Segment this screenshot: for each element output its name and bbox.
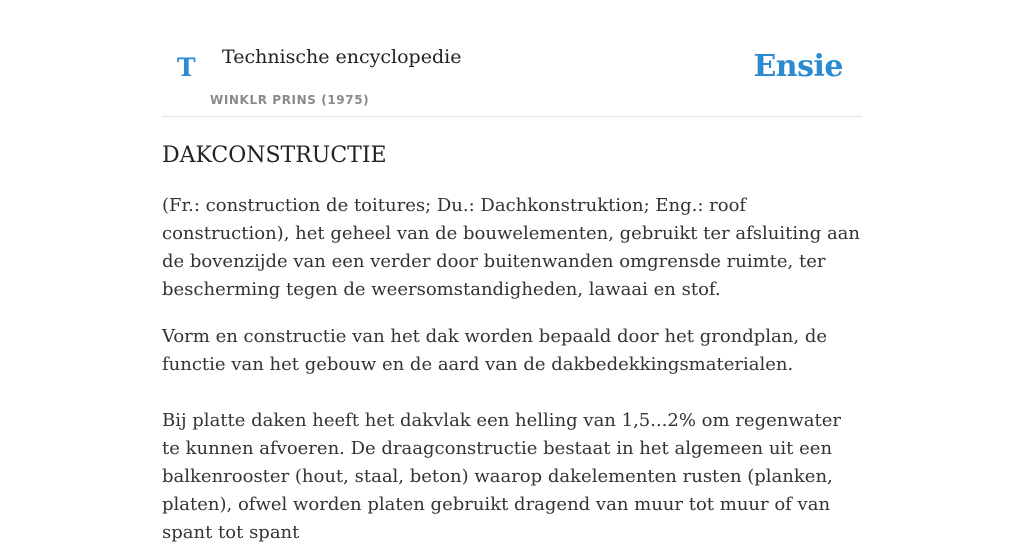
article-paragraph: Bij platte daken heeft het dakvlak een helling van 1,5...2% om regenwater te kunnen afvoeren. De draagconstructie bestaat in het algemeen uit een balkenrooster (hout, staal, beton) waarop dakelementen rusten (planken, platen), ofwel worden platen gebruikt dragend van muur tot muur of van spant tot spant: [162, 410, 841, 544]
page: [162, 0, 862, 547]
article-title: DAKCONSTRUCTIE: [162, 143, 387, 168]
encyclopedia-logo[interactable]: T: [177, 53, 196, 82]
header: [162, 0, 862, 117]
article-paragraph: Vorm en constructie van het dak worden bepaald door het grondplan, de functie van het gebouw en de aard van de dakbedekkingsmaterialen.: [162, 326, 827, 376]
brand-logo[interactable]: Ensie: [753, 49, 843, 84]
article-paragraph: (Fr.: construction de toitures; Du.: Dachkonstruktion; Eng.: roof construction), het geheel van de bouwelementen, gebruikt ter afsluiting aan de bovenzijde van een verder door buitenwanden omgrensde ruimte, ter bescherming tegen de weersomstandigheden, lawaai en stof.: [162, 195, 861, 301]
encyclopedia-edition: WINKLR PRINS (1975): [210, 93, 370, 107]
encyclopedia-title[interactable]: Technische encyclopedie: [222, 46, 462, 68]
